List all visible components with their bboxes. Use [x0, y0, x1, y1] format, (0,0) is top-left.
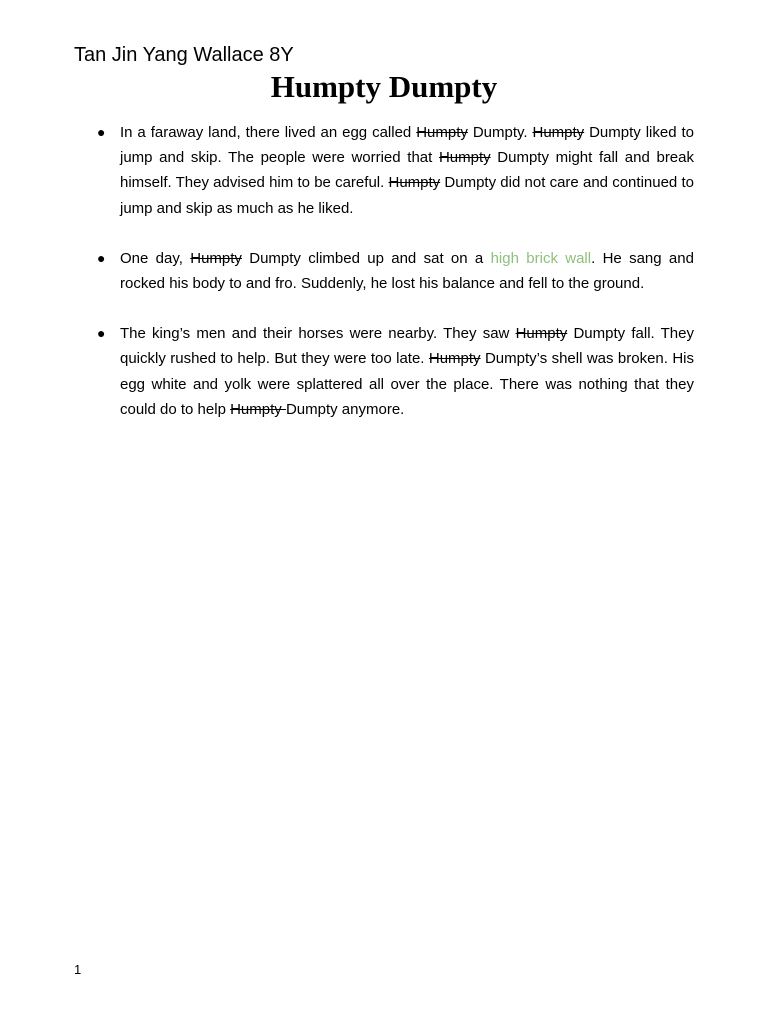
text-run: . He sang and rocked his body to and fro. Suddenly, he lost his balance and fell to the ground. — [120, 249, 694, 293]
struck-word: Humpty — [515, 325, 568, 343]
page-title: Humpty Dumpty — [270, 69, 498, 104]
text-run: Dumpty anymore. — [285, 400, 405, 418]
author-line: Tan Jin Yang Wallace 8Y — [74, 44, 294, 66]
list-item — [0, 321, 768, 422]
paragraph-1 — [120, 120, 694, 221]
bullet-icon: ● — [97, 249, 106, 266]
text-run: Dumpty. — [467, 124, 533, 141]
text-run: Dumpty liked to jump and skip. The people were worried that — [120, 124, 694, 167]
text-run: Dumpty’s shell was broken. His egg white and yolk were splattered all over the place. There was nothing that they could do to help — [120, 350, 694, 418]
text-run: Dumpty did not care and continued to jump and skip as much as he liked. — [120, 174, 694, 217]
struck-word: Humpty — [416, 124, 468, 141]
list-item — [0, 120, 768, 221]
bullet-icon: ● — [97, 325, 106, 342]
text-run: One day, — [120, 249, 191, 267]
struck-word: Humpty — [190, 249, 242, 267]
text-run: Dumpty climbed up and sat on a — [241, 249, 491, 267]
text-run: The king’s men and their horses were nearby. They saw — [120, 325, 516, 343]
text-run: Dumpty might fall and break himself. They advised him to be careful. — [120, 149, 694, 192]
highlighted-phrase: high brick wall — [490, 249, 592, 267]
struck-word: Humpty — [532, 124, 585, 141]
story-bullet-list — [0, 120, 768, 447]
text-run: Dumpty fall. They quickly rushed to help. But they were too late. — [120, 325, 694, 368]
paragraph-2 — [120, 246, 694, 296]
page-number: 1 — [74, 962, 82, 977]
list-item — [0, 246, 768, 296]
struck-word: Humpty — [388, 174, 441, 192]
struck-word: Humpty — [230, 400, 286, 418]
struck-word: Humpty — [428, 350, 481, 368]
bullet-icon: ● — [97, 124, 106, 140]
paragraph-3 — [120, 321, 694, 422]
struck-word: Humpty — [438, 149, 491, 167]
text-run: In a faraway land, there lived an egg called — [120, 124, 417, 141]
